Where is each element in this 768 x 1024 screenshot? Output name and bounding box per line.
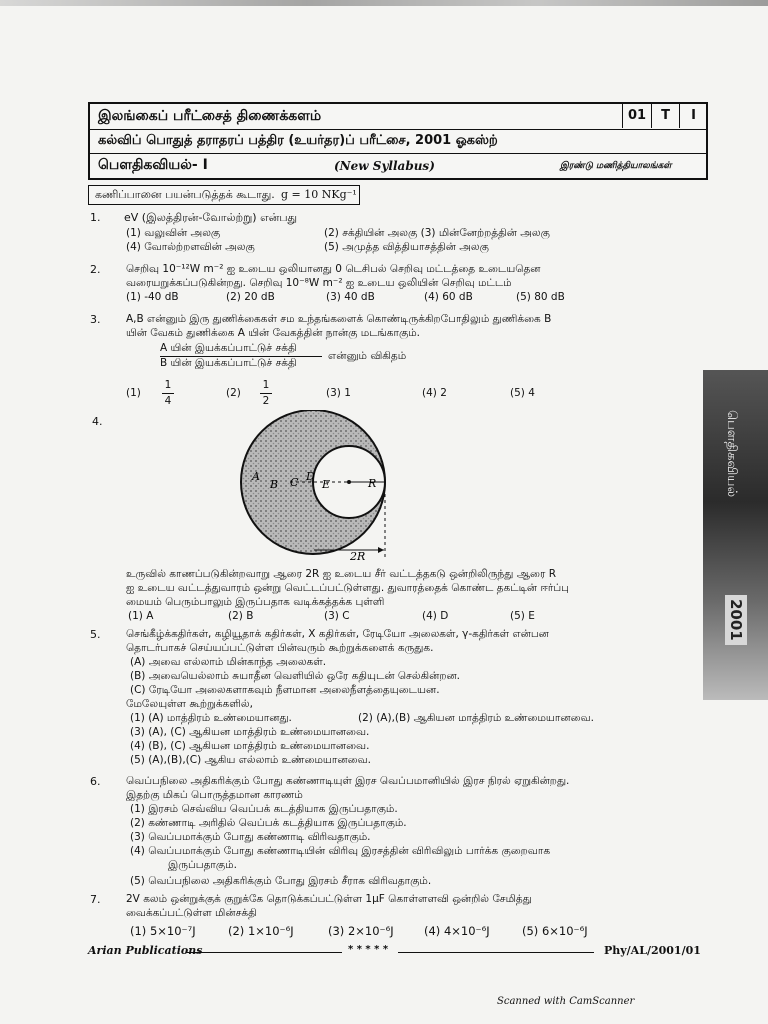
option: (5) வெப்பநிலை அதிகரிக்கும் போது இரசம் சீராக விரிவதாகும். xyxy=(130,875,432,887)
question-line: 2V கலம் ஒன்றுக்குக் குறுக்கே தொடுக்கப்பட்டுள்ள 1μF கொள்ளளவி ஒன்றில் சேமித்து xyxy=(126,893,532,905)
calculator-text: கணிப்பானை பயன்படுத்தக் கூடாது. xyxy=(95,188,275,201)
footer-rule xyxy=(186,952,342,953)
side-subject: பௌதிகவியல் xyxy=(724,410,739,498)
option-fraction xyxy=(260,378,272,409)
option: (5) 80 dB xyxy=(516,291,565,303)
option: (3) 2×10⁻⁶J xyxy=(328,924,394,938)
option: (5) E xyxy=(510,610,535,622)
option: (2) 20 dB xyxy=(226,291,275,303)
paper-code xyxy=(622,104,707,128)
fraction-den: 4 xyxy=(164,395,172,407)
radius-label: R xyxy=(368,477,377,490)
statement-c: (C) ரேடியோ அலைகளாகவும் நீளமான அலைநீளத்தையுடையன. xyxy=(130,684,440,696)
option: (1) xyxy=(126,387,141,399)
diameter-label: 2R xyxy=(350,550,366,563)
option: (1) (A) மாத்திரம் உண்மையானது. xyxy=(130,712,292,724)
question-line: வரையறுக்கப்படுகின்றது. செறிவு 10⁻⁸W m⁻² ஐ உடைய ஒலியின் செறிவு மட்டம் xyxy=(126,277,512,289)
question-line: வெப்பநிலை அதிகரிக்கும் போது கண்ணாடியுள் இரச வெப்பமானியில் இரச நிரல் ஏறுகின்றது. xyxy=(126,775,570,787)
question-line: செறிவு 10⁻¹²W m⁻² ஐ உடைய ஒலியானது 0 டெசிபல் செறிவு மட்டத்தை உடையதென xyxy=(126,263,541,275)
option: (2) (A),(B) ஆகியன மாத்திரம் உண்மையானவை. xyxy=(358,712,594,724)
publisher-name: Arian Publications xyxy=(88,944,203,957)
side-tab xyxy=(703,370,768,700)
option: (1) இரசம் செவ்விய வெப்பக் கடத்தியாக இருப்பதாகும். xyxy=(130,803,398,815)
option: (4) வோல்ற்றளவின் அலகு xyxy=(126,241,255,253)
option-fraction xyxy=(162,378,174,409)
option: (4) வெப்பமாக்கும் போது கண்ணாடியின் விரிவு இரசத்தின் விரிவிலும் பார்க்க குறைவாக xyxy=(130,845,551,857)
option: (2) 1×10⁻⁶J xyxy=(228,924,294,938)
question-number: 7. xyxy=(90,893,101,906)
footer-rule xyxy=(398,952,594,953)
question-line: ஐ உடைய வட்டத்துவாரம் ஒன்று வெட்டப்பட்டுள்ளது. துவாரத்தைக் கொண்ட தகட்டின் ஈர்ப்பு xyxy=(126,582,569,594)
option: (4) 60 dB xyxy=(424,291,473,303)
option: (4) 4×10⁻⁶J xyxy=(424,924,490,938)
side-year: 2001 xyxy=(725,595,747,645)
statement-a: (A) அவை எல்லாம் மின்காந்த அலைகள். xyxy=(130,656,327,668)
ratio-numerator: A யின் இயக்கப்பாட்டுச் சக்தி xyxy=(160,342,297,354)
option: (3) (A), (C) ஆகியன மாத்திரம் உண்மையானவை. xyxy=(130,726,370,738)
option: (3) வெப்பமாக்கும் போது கண்ணாடி விரிவதாகும். xyxy=(130,831,371,843)
question-line: இதற்கு மிகப் பொருத்தமான காரணம் xyxy=(126,789,303,801)
point-d-label: D xyxy=(306,470,315,483)
code-cell: T xyxy=(652,104,680,128)
question-line: உருவில் காணப்படுகின்றவாறு ஆரை 2R ஐ உடைய சீர் வட்டத்தகடு ஒன்றிலிருந்து ஆரை R xyxy=(126,568,557,580)
gravity-value: g = 10 NKg⁻¹ xyxy=(281,188,357,201)
ratio-denominator: B யின் இயக்கப்பாட்டுச் சக்தி xyxy=(160,357,297,369)
arrowhead xyxy=(378,547,384,553)
question-number: 1. xyxy=(90,211,101,224)
code-cell: I xyxy=(691,108,696,123)
option: (1) 5×10⁻⁷J xyxy=(130,924,196,938)
option: (2) கண்ணாடி அரிதில் வெப்பக் கடத்தியாக இருப்பதாகும். xyxy=(130,817,407,829)
fraction-num: 1 xyxy=(162,378,174,394)
option: (1) A xyxy=(128,610,154,622)
scan-edge xyxy=(0,0,768,6)
option: (3) 40 dB xyxy=(326,291,375,303)
question-line: தொடர்பாகச் செய்யப்பட்டுள்ள பின்வரும் கூற்றுக்களைக் கருதுக. xyxy=(126,642,434,654)
scanner-watermark: Scanned with CamScanner xyxy=(497,996,635,1007)
option: (4) 2 xyxy=(422,387,447,399)
question-number: 6. xyxy=(90,775,101,788)
department-title: இலங்கைப் பரீட்சைத் திணைக்களம் xyxy=(98,108,322,124)
exam-title: கல்விப் பொதுத் தராதரப் பத்திர (உயர்தர)ப் பரீட்சை, 2001 ஓகஸ்ற் xyxy=(98,133,498,148)
option: (2) xyxy=(226,387,241,399)
exam-header xyxy=(88,102,708,180)
statement-b: (B) அவையெல்லாம் சுயாதீன வெளியில் ஒரே கதியுடன் செல்கின்றன. xyxy=(130,670,460,682)
option: (3) 1 xyxy=(326,387,351,399)
point-e-label: E xyxy=(322,478,331,491)
option: (4) (B), (C) ஆகியன மாத்திரம் உண்மையானவை. xyxy=(130,740,370,752)
question-line: செங்கீழ்க்கதிர்கள், கழியூதாக் கதிர்கள், X கதிர்கள், ரேடியோ அலைகள், γ-கதிர்கள் என்பன xyxy=(126,628,549,640)
option-continued: இருப்பதாகும். xyxy=(168,859,237,871)
point-c-label: C xyxy=(290,476,299,489)
option: (4) D xyxy=(422,610,449,622)
question-number: 5. xyxy=(90,628,101,641)
footer-stars: * * * * * xyxy=(348,944,389,955)
point-a-label: A xyxy=(252,470,260,483)
question-line: யின் வேகம் துணிக்கை A யின் வேகத்தின் நான்கு மடங்காகும். xyxy=(126,327,421,339)
statement-intro: மேலேயுள்ள கூற்றுக்களில், xyxy=(126,698,253,710)
ratio-label: என்னும் விகிதம் xyxy=(328,350,407,362)
question-line: A,B என்னும் இரு துணிக்கைகள் சம உந்தங்களைக் கொண்டிருக்கிறபோதிலும் துணிக்கை B xyxy=(126,313,552,325)
center-dot xyxy=(347,480,351,484)
option: (1) வலுவின் அலகு xyxy=(126,227,221,239)
disc-diagram xyxy=(230,410,430,570)
option: (1) -40 dB xyxy=(126,291,179,303)
question-stem: eV (இலத்திரன்-வோல்ற்று) என்பது xyxy=(124,211,298,224)
code-cell: 01 xyxy=(623,104,652,128)
fraction-num: 1 xyxy=(260,378,272,394)
duration-label: இரண்டு மணித்தியாலங்கள் xyxy=(560,161,672,171)
option: (2) B xyxy=(228,610,254,622)
option: (5) (A),(B),(C) ஆகிய எல்லாம் உண்மையானவை. xyxy=(130,754,371,766)
option: (5) 6×10⁻⁶J xyxy=(522,924,588,938)
question-number: 2. xyxy=(90,263,101,276)
paper-reference: Phy/AL/2001/01 xyxy=(604,944,701,957)
fraction-den: 2 xyxy=(262,395,270,407)
option: (5) 4 xyxy=(510,387,535,399)
syllabus-label: (New Syllabus) xyxy=(334,159,435,173)
option: (5) அமுத்த வித்தியாசத்தின் அலகு xyxy=(324,241,489,253)
question-number: 3. xyxy=(90,313,101,326)
question-line: வைக்கப்பட்டுள்ள மின்சக்தி xyxy=(126,907,257,919)
option: (3) C xyxy=(324,610,350,622)
option: (2) சக்தியின் அலகு (3) மின்னேற்றத்தின் அலகு xyxy=(324,227,550,239)
calculator-note xyxy=(88,185,360,205)
question-number: 4. xyxy=(92,415,103,428)
point-b-label: B xyxy=(270,478,279,491)
question-line: மையம் பெரும்பாலும் இருப்பதாக வடிக்கத்தக்க புள்ளி xyxy=(126,596,385,608)
subject-title: பௌதிகவியல்- I xyxy=(98,157,208,173)
